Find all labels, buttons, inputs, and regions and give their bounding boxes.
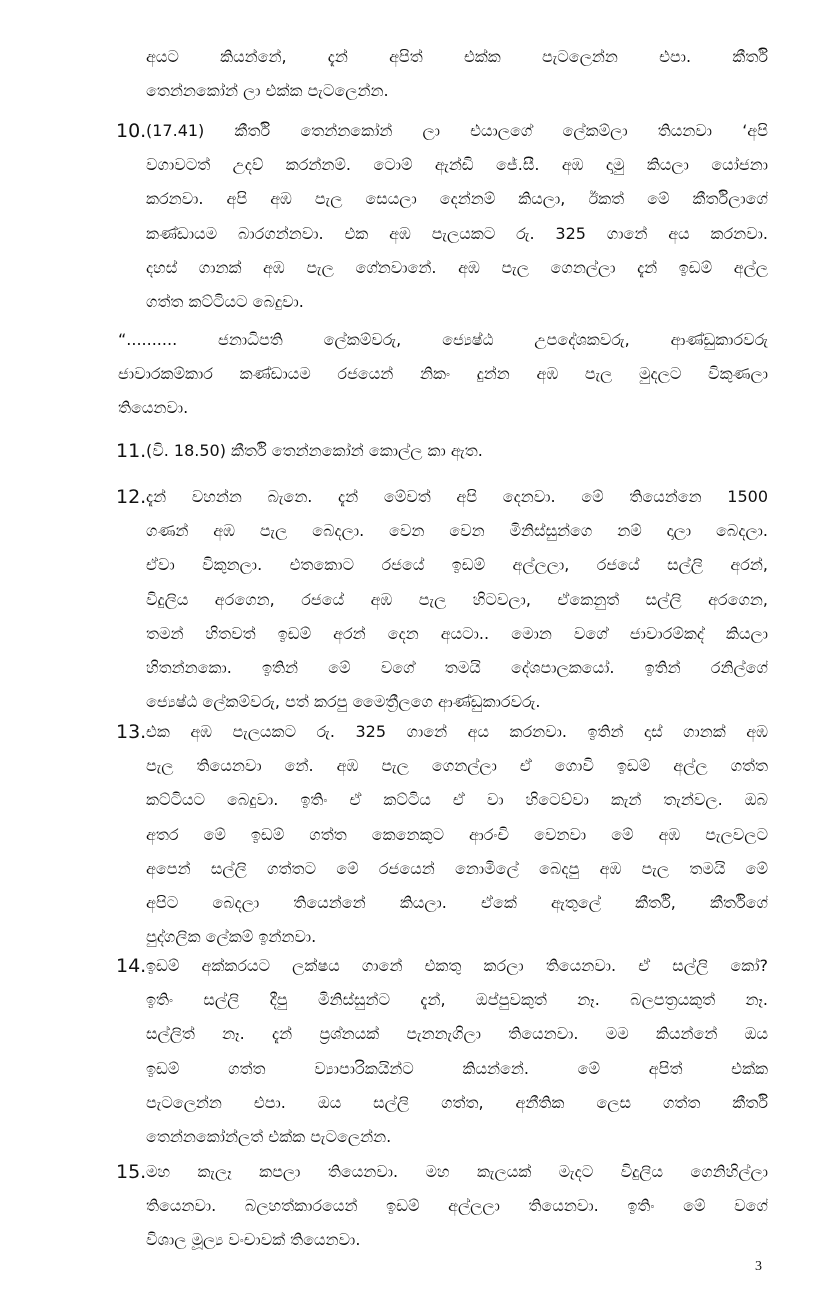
text-line: (වි. 18.50) කීර්ති තෙන්නකෝන් කොල්ල කා ඇත. [146, 441, 483, 460]
item-number: 15. [116, 1161, 147, 1183]
text-line: ඉඩම් ගත්ත ව්‍යාපාරිකයින්ට කියන්නේ. මේ අපිත් එක්ක [146, 1058, 768, 1078]
item-14-paragraph [146, 949, 768, 1154]
item-number: 10. [116, 120, 147, 142]
text-line: ජාවාරකම්කාර කණ්ඩායම රජයෙන් නිකං දුන්න අඹ පැල මුදලට විකුණලා [118, 364, 768, 384]
text-line: පැල තියෙනවා නේ. අඹ පැල ගෙනල්ලා ඒ ගොවි ඉඩම් අල්ල ගත්ත [146, 756, 768, 776]
item-number: 11. [116, 440, 147, 462]
text-line: අපිට බෙදලා තියෙන්නේ කියලා. ඒකේ ඇතුලේ කීර්ති, කීර්තිගේ [146, 893, 768, 913]
text-line: මහ කැලෑ කපලා තියෙනවා. මහ කැලයක් මැදට විදුලිය ගෙනිහිල්ලා [146, 1162, 768, 1181]
text-line: කරනවා. අපි අඹ පැල සෙයලා දෙන්නම් කියලා, ඊකත් මේ කීර්තිලාගේ [146, 189, 768, 209]
text-line: පුද්ගලික ලේකම් ඉන්නවා. [146, 927, 317, 947]
item-11-paragraph [146, 434, 768, 468]
text-line: පැටලෙන්න එපා. ඔය සල්ලි ගත්ත, අනීතික ලෙස ගත්ත කීර්ති [146, 1092, 768, 1112]
text-line: තියෙනවා. [118, 398, 189, 418]
text-line: ගණන් අඹ පැල බෙදලා. වෙන වෙන මිනිස්සුන්ගෙ නම් දාලා බෙදලා. [146, 521, 768, 541]
text-line: තමන් හිතවත් ඉඩම් අරන් දෙන අයටා.. මොන වගේ ජාවාරම්කද් කියලා [146, 623, 768, 643]
text-line: කට්ටියට බෙදුවා. ඉතිං ඒ කට්ටිය ඒ වා හිටෙව්වා කැන් තැන්වල. ඔබ [146, 790, 768, 810]
quote-paragraph [118, 323, 768, 426]
text-line: දැන් වහන්න බැනෙ. දැන් මේවත් අපි දෙනවා. මේ තියෙන්නෙ 1500 [146, 487, 768, 506]
text-line: අයට කියන්නේ, දැන් අපිත් එක්ක පැටලෙන්න එපා. කීර්ති [146, 47, 768, 66]
text-line: විශාල මූල්‍ය වංචාවක් තියෙනවා. [146, 1230, 361, 1250]
text-line: තියෙනවා. බලහත්කාරයෙන් ඉඩම් අල්ලලා තියෙනවා. ඉතිං මේ වගේ [146, 1196, 768, 1216]
item-15-paragraph [146, 1155, 768, 1258]
text-line: අතර මේ ඉඩම් ගත්ත කෙනෙකුට ආරංචි වෙනවා මේ අඹ පැලවලට [146, 824, 768, 844]
text-line: අපෙන් සල්ලි ගත්තට මේ රජයෙන් නොමිලේ බෙදපු අඹ පැල තමයි මේ [146, 858, 768, 878]
text-line: (17.41) කීර්ති තෙන්නකෝන් ලා එයාලගේ ලේකම්ලා තියනවා ‘අපි [146, 121, 768, 140]
text-line: ගත්ත කට්ටියට බෙදුවා. [146, 292, 304, 312]
text-line: “.......... ජනාධිපති ලේකම්වරු, ජ්‍යෙෂ්ඨ උපදේශකවරු, ආණ්ඩුකාරවරු [118, 330, 768, 349]
text-line: ඉඩම් අක්කරයට ලක්ෂය ගානේ එකතු කරලා තියෙනවා. ඒ සල්ලි කෝ? [146, 956, 768, 975]
intro-paragraph [146, 40, 768, 108]
text-line: හිතන්නකො. ඉතින් මේ වගේ තමයි දේශපාලකයෝ. ඉතින් රනිල්ගේ [146, 658, 768, 678]
text-line: තෙන්නකෝන්ලත් එක්ක පැටලෙන්න. [146, 1127, 392, 1147]
item-number: 13. [116, 721, 147, 743]
text-line: කණ්ඩායම බාරගන්නවා. එක අඹ පැලයකට රු. 325 ගානේ අය කරනවා. [146, 223, 768, 243]
text-line: සල්ලිත් නෑ. දැන් ප්‍රශ්නයක් පැනනැගිලා තියෙනවා. මම කියන්නේ ඔය [146, 1024, 768, 1044]
text-line: එක අඹ පැලයකට රු. 325 ගානේ අය කරනවා. ඉතින් දාස් ගානක් අඹ [146, 722, 768, 741]
item-13-paragraph [146, 715, 768, 954]
text-line: වගාවටත් උදව් කරන්නම්. ටොම් ඇන්ඩි ජේ.සී. අඹ දාමු කියලා යෝජනා [146, 155, 768, 175]
item-12-paragraph [146, 480, 768, 719]
item-number: 12. [116, 486, 147, 508]
text-line: තෙන්නකෝන් ලා එක්ක පැටලෙන්න. [146, 81, 389, 101]
text-line: දහස් ගානක් අඹ පැල ගේනවානේ. අඹ පැල ගෙනල්ලා දැන් ඉඩම් අල්ල [146, 257, 768, 277]
text-line: ඒවා විකුනලා. එතකොට රජයේ ඉඩම් අල්ලලා, රජයේ සල්ලි අරන්, [146, 555, 768, 575]
item-10-paragraph [146, 114, 768, 319]
item-number: 14. [116, 955, 147, 977]
page-number: 3 [755, 1259, 762, 1274]
text-line: විදුලිය අරගෙන, රජයේ අඹ පැල හිටවලා, ඒකෙනුත් සල්ලි අරගෙන, [146, 589, 768, 609]
text-line: ඉතිං සල්ලි දීපු මිනිස්සුන්ට දැන්, ඔප්පුවකුත් නෑ. බලපත්‍රයකුත් නෑ. [146, 990, 768, 1010]
text-line: ජ්‍යෙෂ්ඨ ලේකම්වරු, පත් කරපු මෛත්‍රීලගෙ ආණ්ඩුකාරවරු. [146, 692, 541, 712]
